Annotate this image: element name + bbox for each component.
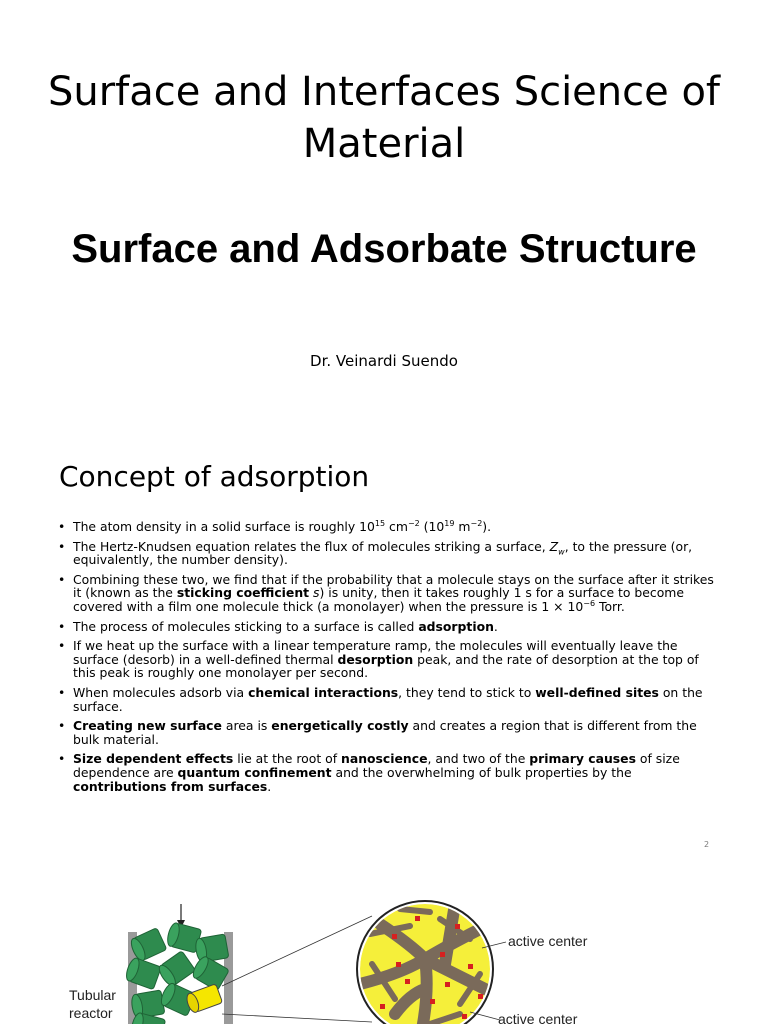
bullet-item: • The Hertz-Knudsen equation relates the flux of molecules striking a surface, $Z_w$, to the pressure (or, equivalently, the number density).: [58, 540, 718, 567]
reactor-diagram: [0, 864, 768, 1024]
slide-title: Surface and Interfaces Science of Material: [47, 69, 721, 167]
active-center-label: active center: [508, 933, 588, 949]
page-number: 2: [704, 840, 710, 849]
bullet-item: • Combining these two, we find that if the probability that a molecule stays on the surface after it strikes it (known as the sticking coefficient s) is unity, then it takes roughly 1 s for a surface to become covered with a film one molecule thick (a monolayer) when the pressure is $1 \times 10^{-6}$ Torr.: [58, 573, 718, 614]
bullet-list: [58, 520, 718, 799]
zoom-line-bottom: [222, 1014, 372, 1022]
author-name: Dr. Veinardi Suendo: [310, 352, 458, 370]
slide-subtitle: Surface and Adsorbate Structure: [71, 227, 697, 271]
slide-heading: Concept of adsorption: [59, 460, 370, 493]
bullet-item: • The process of molecules sticking to a surface is called adsorption.: [58, 620, 718, 634]
reactor-label-line2: reactor: [69, 1005, 113, 1021]
active-center-label: active center: [498, 1011, 578, 1024]
highlighted-pellet: [185, 984, 223, 1014]
concept-slide: [0, 432, 768, 864]
bullet-item: • Creating new surface area is energetically costly and creates a region that is different from the bulk material.: [58, 719, 718, 746]
catalyst-pellets: [124, 922, 229, 1024]
bullet-item: • Size dependent effects lie at the root of nanoscience, and two of the primary causes of size dependence are quantum confinement and the overwhelming of bulk properties by the contributions from surfaces.: [58, 752, 718, 793]
zoom-line-top: [222, 916, 372, 986]
bullet-item: • The atom density in a solid surface is roughly $10^{15}$ $cm^{-2}$ ($10^{19}$ $m^{-2}$).: [58, 520, 718, 534]
reactor-label-line1: Tubular: [69, 987, 116, 1003]
bullet-item: • If we heat up the surface with a linear temperature ramp, the molecules will eventually leave the surface (desorb) in a well-defined thermal desorption peak, and the rate of desorption at the top of this peak is roughly one monolayer per second.: [58, 639, 718, 680]
reactor-slide: [0, 864, 768, 1024]
title-slide: [0, 0, 768, 432]
bullet-item: • When molecules adsorb via chemical interactions, they tend to stick to well-defined sites on the surface.: [58, 686, 718, 713]
